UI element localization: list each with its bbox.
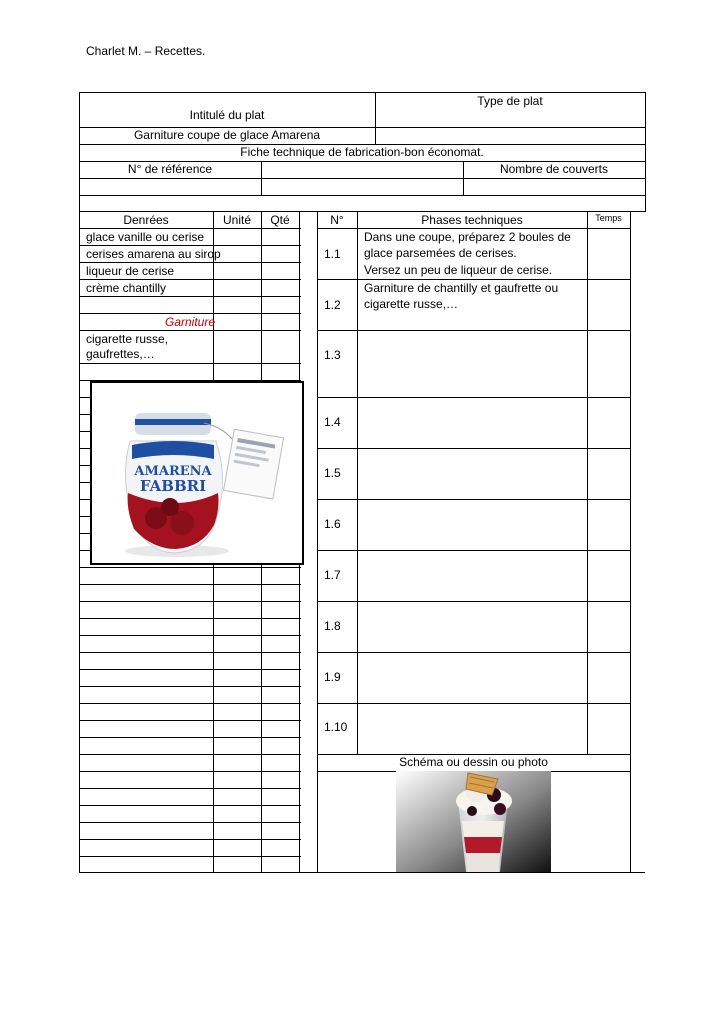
ingredient-row-line [79, 669, 301, 670]
ingredient-row-line [79, 771, 301, 772]
ingredient-row: glace vanille ou cerise [86, 230, 205, 244]
step-number: 1.5 [324, 466, 341, 480]
ingredient-row: cerises amarena au sirop [86, 247, 221, 261]
schema-label: Schéma ou dessin ou photo [399, 755, 548, 769]
ingredient-row-line [79, 618, 301, 619]
ingredient-row-line [79, 703, 301, 704]
header-qte: Qté [270, 213, 290, 227]
ingredient-row-line [79, 822, 301, 823]
step-number: 1.8 [324, 619, 341, 633]
ingredient-row-line [79, 720, 301, 721]
page-header: Charlet M. – Recettes. [86, 44, 206, 58]
garniture-item: gaufrettes,… [86, 347, 155, 361]
ingredient-row-line [79, 363, 301, 364]
step-number: 1.1 [324, 247, 341, 261]
ingredient-row-line [79, 856, 301, 857]
ingredient-row-line [79, 737, 301, 738]
ingredient-row-line [79, 839, 301, 840]
step-text: Versez un peu de liqueur de cerise. [364, 263, 553, 277]
header-unite: Unité [222, 213, 251, 227]
couverts-label: Nombre de couverts [499, 162, 609, 176]
ingredient-row-line [79, 567, 301, 568]
ingredient-row-line [79, 228, 301, 229]
step-number: 1.6 [324, 517, 341, 531]
ingredient-row-line [79, 313, 301, 314]
step-text: Dans une coupe, préparez 2 boules de [364, 230, 571, 244]
fiche-title: Fiche technique de fabrication-bon économat. [240, 145, 484, 159]
ingredient-row-line [79, 279, 301, 280]
ingredient-row-line [79, 584, 301, 585]
ingredient-row-line [79, 635, 301, 636]
ingredient-row-line [79, 788, 301, 789]
header-phases: Phases techniques [421, 213, 523, 227]
reference-label: N° de référence [127, 162, 213, 176]
jar-brand-line2: FABBRI [139, 477, 207, 495]
ingredient-row-line [79, 601, 301, 602]
step-text: Garniture de chantilly et gaufrette ou [364, 281, 559, 295]
step-number: 1.2 [324, 298, 341, 312]
jar-brand-line1: AMARENA [134, 464, 212, 479]
amarena-jar-photo [90, 381, 304, 565]
ingredient-row-line [79, 805, 301, 806]
step-number: 1.4 [324, 415, 341, 429]
step-text: glace parsemées de cerises. [364, 246, 517, 260]
ingredient-row-line [79, 296, 301, 297]
ingredient-row-line [79, 686, 301, 687]
intitule-label: Intitulé du plat [189, 108, 265, 122]
type-label: Type de plat [477, 94, 543, 108]
ingredient-row-line [79, 652, 301, 653]
dish-name: Garniture coupe de glace Amarena [133, 128, 321, 142]
ingredient-row: crème chantilly [86, 281, 167, 295]
step-number: 1.7 [324, 568, 341, 582]
garniture-label: Garniture [164, 315, 216, 329]
step-number: 1.3 [324, 348, 341, 362]
ingredient-row-line [79, 754, 301, 755]
header-n: N° [330, 213, 344, 227]
step-number: 1.10 [324, 720, 348, 734]
ingredient-row-line [79, 245, 301, 246]
garniture-item: cigarette russe, [86, 332, 169, 346]
step-number: 1.9 [324, 670, 341, 684]
header-temps: Temps [595, 213, 622, 223]
sundae-photo [396, 771, 551, 872]
ingredient-row-line [79, 330, 301, 331]
ingredient-row: liqueur de cerise [86, 264, 175, 278]
header-denrees: Denrées [123, 213, 169, 227]
step-text: cigarette russe,… [364, 297, 459, 311]
ingredient-row-line [79, 211, 301, 212]
ingredient-row-line [79, 262, 301, 263]
